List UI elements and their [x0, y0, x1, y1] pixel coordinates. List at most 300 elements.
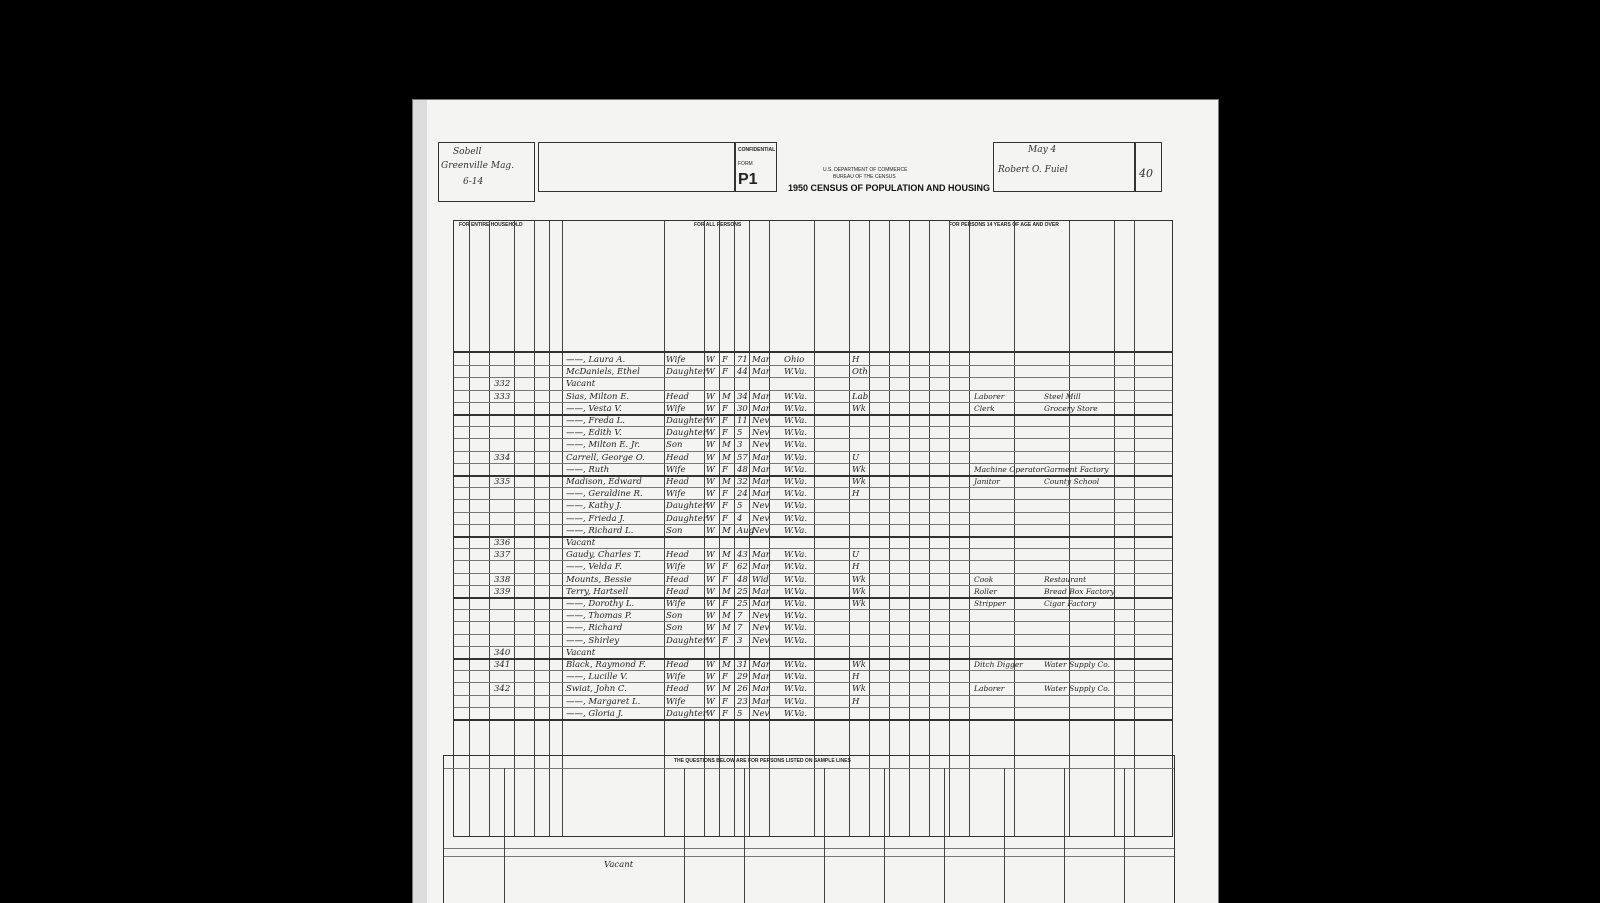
census-grid: [453, 220, 1173, 837]
cell-dw: 337: [494, 550, 511, 561]
cell-rel: Wife: [666, 355, 686, 365]
cell-dw: 336: [494, 538, 511, 548]
district-value: 6-14: [463, 177, 484, 187]
cell-race: W: [706, 428, 715, 439]
cell-age: 23: [737, 696, 748, 707]
cell-rel: Head: [666, 574, 689, 585]
cell-mar: Nev: [752, 501, 770, 512]
grid-column-line: [549, 221, 550, 836]
cell-mar: Mar: [752, 586, 770, 597]
cell-rel: Head: [666, 391, 689, 402]
ed-number: 40: [1139, 167, 1153, 180]
cell-rel: Head: [666, 452, 689, 463]
cell-bp: Ohio: [784, 355, 805, 365]
cell-sex: F: [722, 672, 728, 683]
cell-sex: M: [722, 440, 731, 451]
cell-ind: Water Supply Co.: [1044, 660, 1111, 669]
grid-column-line: [1114, 221, 1115, 836]
cell-rel: Wife: [666, 562, 686, 573]
township-value: Greenville Mag.: [441, 161, 515, 171]
row-divider: [454, 573, 1172, 574]
cell-bp: W.Va.: [784, 684, 808, 695]
cell-bp: W.Va.: [784, 708, 808, 719]
grid-column-line: [929, 221, 930, 836]
cell-age: 5: [737, 708, 743, 719]
cell-sex: M: [722, 477, 731, 487]
cell-age: 29: [737, 672, 748, 683]
cell-rel: Daughter: [666, 367, 707, 378]
cell-name: Terry, Hartsell: [566, 586, 629, 597]
cell-dw: 339: [494, 586, 511, 597]
cell-work: U: [852, 550, 860, 561]
cell-name: ——, Shirley: [566, 635, 620, 646]
cell-work: H: [852, 562, 860, 573]
cell-work: Wk: [852, 464, 866, 475]
cell-race: W: [706, 513, 715, 524]
cell-dw: 335: [494, 477, 511, 487]
cell-mar: Nev: [752, 635, 770, 646]
household-header: FOR ENTIRE HOUSEHOLD: [459, 222, 523, 228]
cell-race: W: [706, 708, 715, 719]
cell-mar: Mar: [752, 696, 770, 707]
cell-name: Carrell, George O.: [566, 452, 645, 463]
cell-rel: Wife: [666, 672, 686, 683]
cell-work: Wk: [852, 403, 866, 414]
cell-bp: W.Va.: [784, 440, 808, 451]
enumeration-date: May 4: [1028, 145, 1057, 155]
cell-name: ——, Laura A.: [566, 355, 626, 365]
cell-sex: M: [722, 525, 731, 536]
cell-age: 24: [737, 489, 748, 500]
grid-column-line: [814, 221, 815, 836]
cell-mar: Mar: [752, 550, 770, 561]
cell-bp: W.Va.: [784, 464, 808, 475]
cell-age: 44: [737, 367, 748, 378]
cell-rel: Daughter: [666, 708, 707, 719]
grid-column-line: [734, 221, 735, 836]
cell-bp: W.Va.: [784, 489, 808, 500]
cell-age: 30: [737, 403, 748, 414]
cell-rel: Daughter: [666, 635, 707, 646]
cell-age: 57: [737, 452, 748, 463]
cell-mar: Mar: [752, 464, 770, 475]
cell-rel: Head: [666, 684, 689, 695]
form-label: FORM: [738, 161, 753, 167]
cell-mar: Nev: [752, 623, 770, 634]
cell-mar: Mar: [752, 562, 770, 573]
cell-name: McDaniels, Ethel: [566, 367, 640, 378]
cell-age: 5: [737, 428, 743, 439]
cell-work: U: [852, 452, 860, 463]
row-divider: [454, 487, 1172, 488]
cell-sex: F: [722, 367, 728, 378]
cell-bp: W.Va.: [784, 403, 808, 414]
cell-rel: Head: [666, 660, 689, 670]
cell-mar: Mar: [752, 684, 770, 695]
cell-name: ——, Margaret L.: [566, 696, 641, 707]
grid-column-line: [949, 221, 950, 836]
row-divider: [454, 512, 1172, 513]
cell-race: W: [706, 355, 715, 365]
cell-age: 7: [737, 623, 743, 634]
cell-race: W: [706, 489, 715, 500]
cell-work: Lab: [852, 391, 869, 402]
bureau-label: BUREAU OF THE CENSUS: [833, 174, 896, 180]
cell-rel: Head: [666, 550, 689, 561]
cell-dw: 338: [494, 574, 511, 585]
grid-column-line: [969, 221, 970, 836]
cell-bp: W.Va.: [784, 635, 808, 646]
cell-age: 5: [737, 501, 743, 512]
cell-age: 34: [737, 391, 748, 402]
cell-mar: Mar: [752, 477, 770, 487]
cell-sex: F: [722, 562, 728, 573]
confidential-label: CONFIDENTIAL: [738, 147, 776, 153]
cell-occ: Laborer: [974, 391, 1005, 401]
grid-column-line: [849, 221, 850, 836]
cell-sex: F: [722, 428, 728, 439]
cell-age: 48: [737, 574, 748, 585]
row-divider: [454, 670, 1172, 671]
grid-column-line: [1014, 221, 1015, 836]
cell-age: 25: [737, 599, 748, 609]
cell-bp: W.Va.: [784, 599, 808, 609]
cell-mar: Nev: [752, 611, 770, 622]
cell-name: ——, Milton E. Jr.: [566, 440, 641, 451]
row-divider: [454, 499, 1172, 500]
cell-age: 4: [737, 513, 743, 524]
grid-column-line: [664, 221, 665, 836]
cell-bp: W.Va.: [784, 562, 808, 573]
cell-rel: Daughter: [666, 428, 707, 439]
cell-mar: Mar: [752, 672, 770, 683]
cell-name: ——, Edith V.: [566, 428, 622, 439]
cell-mar: Mar: [752, 489, 770, 500]
cell-ind: Grocery Store: [1044, 403, 1098, 413]
cell-work: Wk: [852, 586, 866, 597]
grid-column-line: [469, 221, 470, 836]
cell-sex: M: [722, 660, 731, 670]
cell-bp: W.Va.: [784, 477, 808, 487]
cell-age: Aug: [737, 525, 755, 536]
grid-column-line: [1134, 221, 1135, 836]
cell-rel: Wife: [666, 403, 686, 414]
row-divider: [454, 451, 1172, 452]
cell-race: W: [706, 611, 715, 622]
cell-race: W: [706, 367, 715, 378]
cell-rel: Wife: [666, 599, 686, 609]
cell-bp: W.Va.: [784, 501, 808, 512]
cell-ind: Steel Mill: [1044, 391, 1081, 401]
grid-column-line: [562, 221, 563, 836]
row-divider: [454, 634, 1172, 635]
cell-bp: W.Va.: [784, 513, 808, 524]
over14-header: FOR PERSONS 14 YEARS OF AGE AND OVER: [949, 222, 1059, 228]
cell-dw: 341: [494, 660, 511, 670]
cell-sex: M: [722, 684, 731, 695]
row-divider: [454, 402, 1172, 403]
row-divider: [454, 585, 1172, 586]
row-divider: [454, 377, 1172, 378]
cell-race: W: [706, 660, 715, 670]
cell-work: H: [852, 672, 860, 683]
cell-name: ——, Lucille V.: [566, 672, 628, 683]
grid-column-line: [534, 221, 535, 836]
cell-sex: F: [722, 501, 728, 512]
row-divider: [454, 536, 1172, 538]
row-divider: [454, 426, 1172, 427]
cell-mar: Nev: [752, 416, 770, 426]
row-divider: [454, 695, 1172, 696]
cell-bp: W.Va.: [784, 623, 808, 634]
cell-occ: Laborer: [974, 684, 1005, 694]
cell-work: Wk: [852, 574, 866, 585]
cell-race: W: [706, 672, 715, 683]
sample-vacant: Vacant: [604, 860, 634, 870]
cell-rel: Head: [666, 586, 689, 597]
cell-mar: Mar: [752, 452, 770, 463]
cell-bp: W.Va.: [784, 416, 808, 426]
cell-mar: Mar: [752, 391, 770, 402]
cell-name: ——, Freda L.: [566, 416, 625, 426]
cell-sex: M: [722, 452, 731, 463]
cell-name: Vacant: [566, 647, 596, 658]
census-title: 1950 CENSUS OF POPULATION AND HOUSING: [788, 183, 991, 193]
cell-mar: Nev: [752, 525, 770, 536]
cell-name: Madison, Edward: [566, 477, 642, 487]
cell-bp: W.Va.: [784, 672, 808, 683]
cell-race: W: [706, 440, 715, 451]
cell-bp: W.Va.: [784, 611, 808, 622]
cell-age: 43: [737, 550, 748, 561]
cell-ind: County School: [1044, 477, 1100, 486]
cell-sex: F: [722, 416, 728, 426]
cell-ind: Garment Factory: [1044, 464, 1109, 474]
census-sheet: [413, 100, 1218, 903]
cell-rel: Son: [666, 525, 683, 536]
cell-race: W: [706, 452, 715, 463]
cell-work: Wk: [852, 660, 866, 670]
cell-age: 26: [737, 684, 748, 695]
cell-sex: F: [722, 464, 728, 475]
cell-age: 25: [737, 586, 748, 597]
cell-occ: Machine Operator: [974, 464, 1044, 474]
cell-mar: Nev: [752, 428, 770, 439]
cell-sex: F: [722, 513, 728, 524]
cell-dw: 340: [494, 647, 511, 658]
cell-dw: 333: [494, 391, 511, 402]
cell-bp: W.Va.: [784, 574, 808, 585]
cell-mar: Mar: [752, 367, 770, 378]
cell-mar: Wid: [752, 574, 769, 585]
cell-race: W: [706, 599, 715, 609]
cell-name: ——, Velda F.: [566, 562, 622, 573]
grid-column-line: [889, 221, 890, 836]
cell-sex: F: [722, 574, 728, 585]
cell-bp: W.Va.: [784, 367, 808, 378]
all-persons-header: FOR ALL PERSONS: [694, 222, 742, 228]
row-divider: [454, 646, 1172, 647]
row-divider: [454, 682, 1172, 683]
cell-mar: Mar: [752, 355, 770, 365]
cell-sex: F: [722, 635, 728, 646]
cell-name: ——, Kathy J.: [566, 501, 622, 512]
cell-bp: W.Va.: [784, 428, 808, 439]
grid-column-line: [719, 221, 720, 836]
cell-occ: Stripper: [974, 599, 1006, 608]
cell-rel: Son: [666, 440, 683, 451]
cell-race: W: [706, 391, 715, 402]
header-divider: [454, 351, 1172, 353]
cell-bp: W.Va.: [784, 550, 808, 561]
cell-ind: Cigar Factory: [1044, 599, 1097, 608]
row-divider: [454, 621, 1172, 622]
row-divider: [454, 609, 1172, 610]
cell-mar: Nev: [752, 708, 770, 719]
cell-dw: 332: [494, 379, 511, 390]
grid-column-line: [514, 221, 515, 836]
cell-work: Oth: [852, 367, 868, 378]
dept-label: U.S. DEPARTMENT OF COMMERCE: [823, 167, 908, 173]
cell-work: Wk: [852, 477, 866, 487]
cell-age: 11: [737, 416, 748, 426]
row-divider: [454, 548, 1172, 549]
grid-column-line: [1069, 221, 1070, 836]
row-divider: [454, 463, 1172, 464]
cell-dw: 334: [494, 452, 511, 463]
cell-occ: Clerk: [974, 403, 995, 413]
cell-name: ——, Dorothy L.: [566, 599, 635, 609]
cell-race: W: [706, 464, 715, 475]
form-code: P1: [738, 171, 758, 188]
address-box: [538, 142, 735, 192]
cell-name: ——, Vesta V.: [566, 403, 622, 414]
cell-dw: 342: [494, 684, 511, 695]
cell-name: ——, Gloria J.: [566, 708, 624, 719]
cell-bp: W.Va.: [784, 525, 808, 536]
cell-name: ——, Richard: [566, 623, 623, 634]
cell-rel: Daughter: [666, 501, 707, 512]
cell-ind: Bread Box Factory: [1044, 586, 1115, 596]
cell-ind: Water Supply Co.: [1044, 684, 1111, 694]
cell-mar: Nev: [752, 513, 770, 524]
cell-sex: F: [722, 355, 728, 365]
cell-rel: Daughter: [666, 416, 707, 426]
county-value: Sobell: [453, 147, 482, 157]
cell-name: Black, Raymond F.: [566, 660, 646, 670]
cell-sex: M: [722, 391, 731, 402]
cell-mar: Mar: [752, 403, 770, 414]
cell-name: ——, Thomas P.: [566, 611, 632, 622]
row-divider: [454, 365, 1172, 366]
cell-mar: Mar: [752, 660, 770, 670]
row-divider: [454, 414, 1172, 416]
cell-sex: F: [722, 708, 728, 719]
cell-name: Vacant: [566, 379, 596, 390]
cell-sex: F: [722, 489, 728, 500]
grid-column-line: [869, 221, 870, 836]
enumerator-name: Robert O. Fuiel: [998, 165, 1068, 175]
cell-bp: W.Va.: [784, 660, 808, 670]
cell-age: 3: [737, 635, 743, 646]
cell-rel: Wife: [666, 464, 686, 475]
cell-bp: W.Va.: [784, 696, 808, 707]
cell-sex: M: [722, 550, 731, 561]
cell-race: W: [706, 477, 715, 487]
cell-name: ——, Geraldine R.: [566, 489, 643, 500]
cell-bp: W.Va.: [784, 391, 808, 402]
cell-bp: W.Va.: [784, 586, 808, 597]
cell-name: Sias, Milton E.: [566, 391, 630, 402]
cell-bp: W.Va.: [784, 452, 808, 463]
cell-race: W: [706, 586, 715, 597]
cell-ind: Restaurant: [1044, 574, 1087, 584]
cell-race: W: [706, 635, 715, 646]
cell-occ: Roller: [974, 586, 997, 596]
cell-race: W: [706, 403, 715, 414]
cell-name: Mounts, Bessie: [566, 574, 632, 585]
cell-rel: Wife: [666, 489, 686, 500]
cell-sex: M: [722, 611, 731, 622]
cell-sex: F: [722, 599, 728, 609]
cell-race: W: [706, 416, 715, 426]
cell-work: H: [852, 489, 860, 500]
cell-rel: Son: [666, 611, 683, 622]
cell-name: ——, Ruth: [566, 464, 610, 475]
grid-column-line: [704, 221, 705, 836]
cell-mar: Mar: [752, 599, 770, 609]
cell-name: ——, Richard L.: [566, 525, 634, 536]
cell-sex: M: [722, 623, 731, 634]
row-divider: [454, 707, 1172, 708]
cell-age: 48: [737, 464, 748, 475]
row-divider: [454, 560, 1172, 561]
cell-age: 32: [737, 477, 748, 487]
cell-age: 3: [737, 440, 743, 451]
cell-age: 31: [737, 660, 748, 670]
cell-age: 71: [737, 355, 748, 365]
cell-rel: Head: [666, 477, 689, 487]
cell-work: H: [852, 696, 860, 707]
cell-age: 62: [737, 562, 748, 573]
cell-name: ——, Frieda J.: [566, 513, 625, 524]
cell-race: W: [706, 525, 715, 536]
cell-race: W: [706, 684, 715, 695]
row-divider: [454, 719, 1172, 721]
cell-rel: Wife: [666, 696, 686, 707]
cell-occ: Janitor: [974, 477, 1000, 486]
cell-rel: Son: [666, 623, 683, 634]
grid-column-line: [909, 221, 910, 836]
cell-race: W: [706, 550, 715, 561]
cell-sex: M: [722, 586, 731, 597]
cell-mar: Nev: [752, 440, 770, 451]
cell-work: Wk: [852, 599, 866, 609]
row-divider: [454, 524, 1172, 525]
cell-work: Wk: [852, 684, 866, 695]
sample-lines-section: [443, 755, 1175, 903]
cell-race: W: [706, 501, 715, 512]
cell-occ: Cook: [974, 574, 994, 584]
cell-race: W: [706, 574, 715, 585]
row-divider: [454, 390, 1172, 391]
cell-rel: Daughter: [666, 513, 707, 524]
cell-race: W: [706, 623, 715, 634]
cell-sex: F: [722, 696, 728, 707]
cell-name: Gaudy, Charles T.: [566, 550, 641, 561]
cell-race: W: [706, 696, 715, 707]
cell-name: Vacant: [566, 538, 596, 548]
